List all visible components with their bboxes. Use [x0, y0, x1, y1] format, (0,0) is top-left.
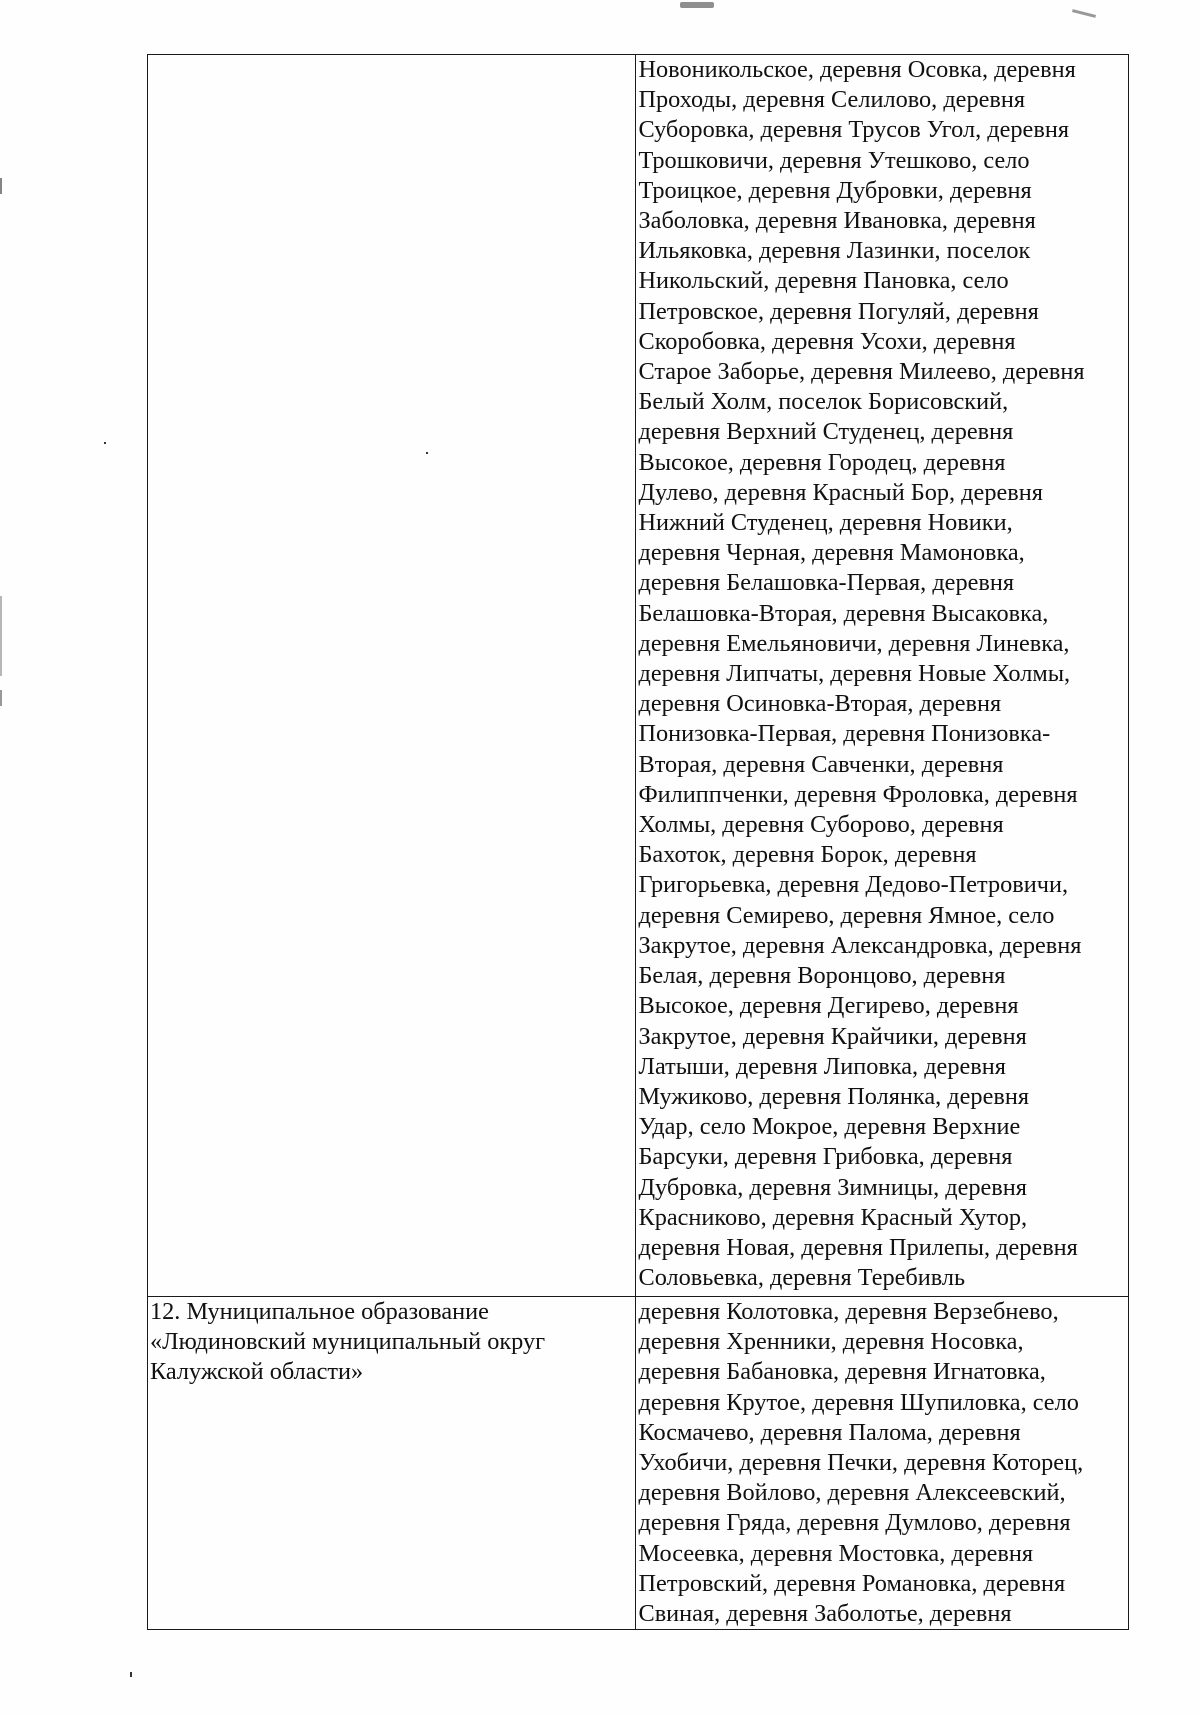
settlement-line: Филиппченки, деревня Фроловка, деревня [638, 780, 1078, 808]
settlement-line: Ильяковка, деревня Лазинки, поселок [638, 237, 1031, 265]
settlement-line: деревня Новая, деревня Прилепы, деревня [638, 1233, 1078, 1261]
settlement-line: Петровский, деревня Романовка, деревня [638, 1569, 1066, 1597]
settlement-line: Закрутое, деревня Александровка, деревня [638, 931, 1082, 959]
settlement-line: Петровское, деревня Погуляй, деревня [638, 297, 1039, 325]
settlements-table [147, 54, 1129, 1630]
scan-mark-top [680, 2, 714, 8]
scan-dot-3 [130, 1672, 132, 1677]
settlement-line: Белашовка-Вторая, деревня Высаковка, [638, 599, 1049, 627]
settlement-line: Космачево, деревня Палома, деревня [638, 1418, 1021, 1446]
settlement-line: Ухобичи, деревня Печки, деревня Которец, [638, 1449, 1084, 1477]
settlement-line: деревня Колотовка, деревня Верзебнево, [638, 1298, 1059, 1325]
settlement-line: Вторая, деревня Савченки, деревня [638, 750, 1004, 778]
settlement-line: деревня Емельяновичи, деревня Линевка, [638, 629, 1070, 657]
settlement-line: Троицкое, деревня Дубровки, деревня [638, 176, 1032, 204]
settlement-line: Дубровка, деревня Зимницы, деревня [638, 1173, 1027, 1201]
settlement-line: Трошковичи, деревня Утешково, село [638, 146, 1030, 174]
settlement-line: деревня Белашовка-Первая, деревня [638, 569, 1015, 597]
settlement-line: Красниково, деревня Красный Хутор, [638, 1203, 1028, 1231]
municipality-line: 12. Муниципальное образование [150, 1298, 489, 1325]
settlement-line: Мосеевка, деревня Мостовка, деревня [638, 1539, 1034, 1567]
table-row [148, 1297, 1129, 1630]
settlement-line: Нижний Студенец, деревня Новики, [638, 509, 1013, 537]
settlement-line: Скоробовка, деревня Усохи, деревня [638, 327, 1016, 355]
settlement-line: Заболовка, деревня Ивановка, деревня [638, 207, 1036, 235]
settlement-line: Закрутое, деревня Крайчики, деревня [638, 1022, 1027, 1050]
settlement-line: деревня Черная, деревня Мамоновка, [638, 539, 1025, 567]
settlement-line: Высокое, деревня Городец, деревня [638, 448, 1006, 476]
scan-mark-left-1 [0, 178, 2, 194]
settlement-line: деревня Верхний Студенец, деревня [638, 418, 1014, 446]
settlement-line: деревня Липчаты, деревня Новые Холмы, [638, 660, 1071, 688]
settlement-line: Латыши, деревня Липовка, деревня [638, 1052, 1006, 1080]
scan-mark-left-3 [0, 690, 2, 706]
settlement-line: деревня Крутое, деревня Шупиловка, село [638, 1388, 1079, 1416]
settlement-line: Проходы, деревня Селилово, деревня [638, 86, 1026, 114]
settlement-line: деревня Семирево, деревня Ямное, село [638, 901, 1055, 929]
settlement-line: Высокое, деревня Дегирево, деревня [638, 992, 1019, 1020]
settlement-line: Суборовка, деревня Трусов Угол, деревня [638, 116, 1069, 144]
settlement-line: Григорьевка, деревня Дедово-Петровичи, [638, 871, 1069, 899]
settlement-line: Мужиково, деревня Полянка, деревня [638, 1082, 1030, 1110]
settlement-line: Понизовка-Первая, деревня Понизовка- [638, 720, 1051, 748]
settlement-line: Старое Заборье, деревня Милеево, деревня [638, 358, 1085, 386]
settlement-line: Соловьевка, деревня Теребивль [638, 1264, 966, 1292]
municipality-cell [148, 1297, 636, 1630]
settlement-line: деревня Хренники, деревня Носовка, [638, 1328, 1024, 1356]
municipality-line: «Людиновский муниципальный округ [150, 1328, 546, 1356]
municipality-cell [148, 55, 636, 1297]
settlements-cell [636, 1297, 1129, 1630]
settlement-line: Белый Холм, поселок Борисовский, [638, 388, 1009, 416]
settlement-line: деревня Бабановка, деревня Игнатовка, [638, 1358, 1046, 1386]
settlement-line: деревня Осиновка-Вторая, деревня [638, 690, 1002, 718]
settlement-line: Холмы, деревня Суборово, деревня [638, 811, 1004, 839]
settlement-line: деревня Войлово, деревня Алексеевский, [638, 1479, 1066, 1507]
settlement-line: Новоникольское, деревня Осовка, деревня [638, 56, 1076, 83]
scan-dot-1 [104, 442, 106, 444]
settlement-line: Бахоток, деревня Борок, деревня [638, 841, 977, 869]
settlement-line: Барсуки, деревня Грибовка, деревня [638, 1143, 1013, 1171]
scan-mark-top-right [1072, 9, 1096, 18]
municipality-line: Калужской области» [150, 1358, 364, 1386]
settlement-line: Дулево, деревня Красный Бор, деревня [638, 478, 1043, 506]
settlement-line: Белая, деревня Воронцово, деревня [638, 962, 1006, 990]
settlement-line: Удар, село Мокрое, деревня Верхние [638, 1113, 1021, 1141]
settlement-line: Никольский, деревня Пановка, село [638, 267, 1009, 295]
scan-mark-left-2 [0, 596, 2, 676]
settlements-cell [636, 55, 1129, 1297]
table-row [148, 55, 1129, 1297]
settlement-line: деревня Гряда, деревня Думлово, деревня [638, 1509, 1071, 1537]
settlement-line: Свиная, деревня Заболотье, деревня [638, 1600, 1012, 1628]
